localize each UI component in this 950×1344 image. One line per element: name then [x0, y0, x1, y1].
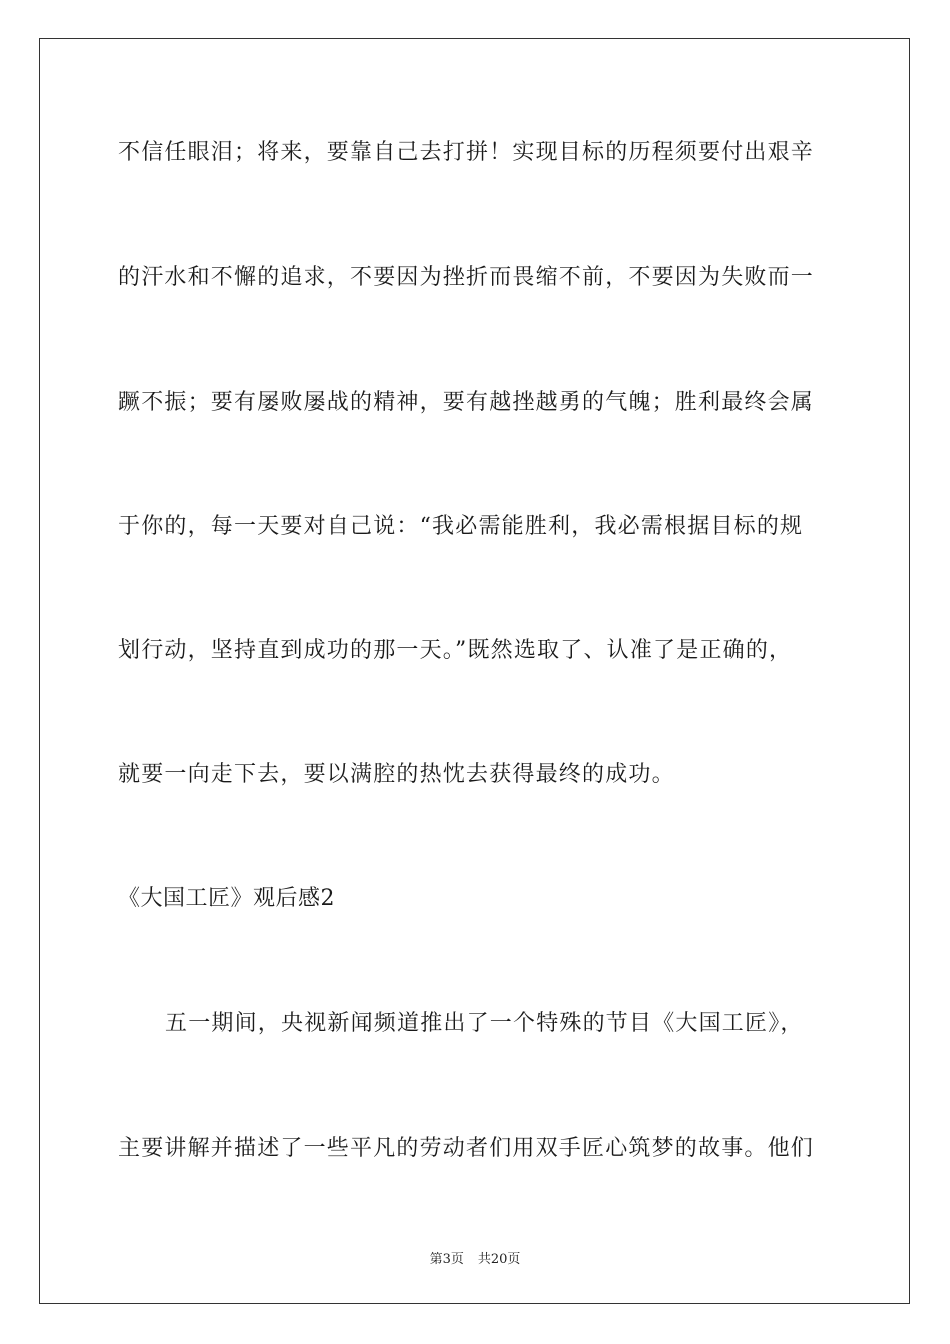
body-text-line: 就要一向走下去，要以满腔的热忱去获得最终的成功。 [118, 762, 675, 787]
body-text-line: 主要讲解并描述了一些平凡的劳动者们用双手匠心筑梦的故事。他们 [118, 1136, 815, 1161]
body-text-line: 于你的，每一天要对自己说：“我必需能胜利，我必需根据目标的规 [118, 514, 804, 539]
body-text-line: 的汗水和不懈的追求，不要因为挫折而畏缩不前，不要因为失败而一 [118, 265, 815, 290]
body-text-line: 蹶不振；要有屡败屡战的精神，要有越挫越勇的气魄；胜利最终会属 [118, 390, 815, 415]
body-text-line: 五一期间，央视新闻频道推出了一个特殊的节目《大国工匠》， [165, 1011, 804, 1036]
page-number: 第3页 [429, 1252, 464, 1267]
section-heading: 《大国工匠》观后感2 [118, 886, 335, 911]
page-footer [0, 1248, 950, 1267]
body-text-line: 不信任眼泪；将来，要靠自己去打拼！实现目标的历程须要付出艰辛 [118, 140, 815, 165]
page-border [39, 38, 910, 1304]
page-total: 共20页 [477, 1252, 521, 1267]
body-text-line: 划行动，坚持直到成功的那一天。”既然选取了、认准了是正确的， [118, 638, 793, 663]
